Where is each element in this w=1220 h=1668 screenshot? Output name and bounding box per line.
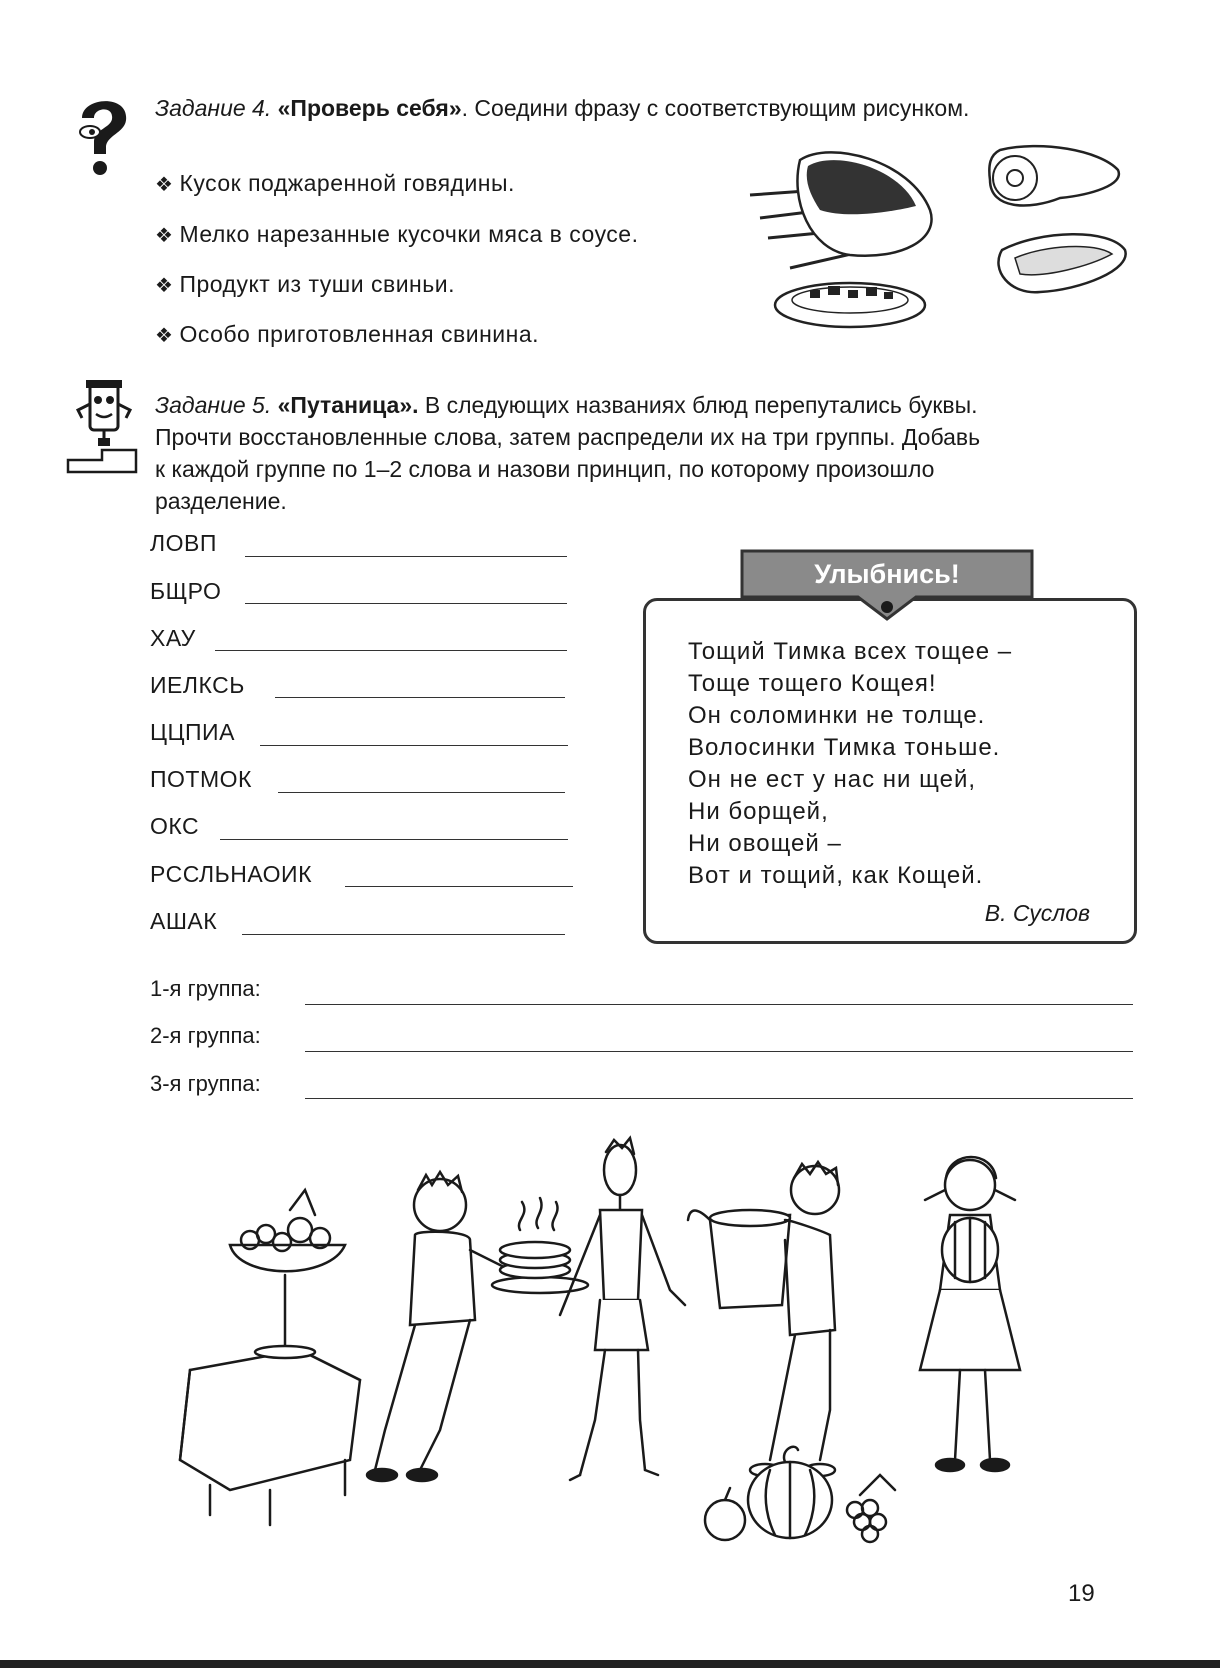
task5-instruction-l3: к каждой группе по 1–2 слова и назови принцип, по которому произошло <box>155 456 935 482</box>
task5-instruction-l1: В следующих названиях блюд перепутались буквы. <box>424 392 978 418</box>
boy-with-pancakes <box>367 1172 588 1481</box>
poem-line-2: Тоще тощего Кощея! <box>688 670 937 697</box>
poem-line-1: Тощий Тимка всех тощее – <box>688 638 1013 665</box>
group-1-label: 1-я группа: <box>150 976 261 1001</box>
steak-image <box>998 234 1125 292</box>
task5-label: Задание 5. <box>155 392 272 418</box>
scrambled-word-2: БЩРО <box>150 578 222 604</box>
poem-line-7: Ни овощей – <box>688 830 842 857</box>
phrase-3: ❖ Продукт из туши свиньи. <box>155 271 455 297</box>
group-3-line[interactable] <box>305 1098 1133 1099</box>
answer-line-4[interactable] <box>275 697 565 698</box>
phrase-4: ❖ Особо приготовленная свинина. <box>155 321 540 347</box>
scan-edge <box>0 1660 1220 1668</box>
scrambled-word-6: ПОТМОК <box>150 766 252 792</box>
scrambled-word-1: ЛОВП <box>150 530 217 556</box>
poem <box>688 636 1098 892</box>
scrambled-word-3: ХАУ <box>150 625 196 651</box>
poem-line-5: Он не ест у нас ни щей, <box>688 766 977 793</box>
task5-instruction-l4: разделение. <box>155 488 287 514</box>
boy-with-pot <box>688 1162 839 1476</box>
answer-line-3[interactable] <box>215 650 567 651</box>
poem-line-6: Ни борщей, <box>688 798 829 825</box>
question-mark-icon <box>68 88 138 178</box>
shashlik-image <box>750 152 932 268</box>
stew-plate-image <box>775 283 925 327</box>
task5-instruction-l2: Прочти восстановленные слова, затем распредели их на три группы. Добавь <box>155 424 981 450</box>
fruit-table <box>180 1190 360 1525</box>
scrambled-word-7: ОКС <box>150 813 200 839</box>
poem-line-3: Он соломинки не толще. <box>688 702 986 729</box>
bullet-diamond-icon: ❖ <box>155 174 174 196</box>
group-1-line[interactable] <box>305 1004 1133 1005</box>
ham-image <box>989 146 1119 205</box>
smile-title: Улыбнись! <box>814 559 960 589</box>
phrase-1: ❖ Кусок поджаренной говядины. <box>155 170 515 196</box>
bullet-diamond-icon: ❖ <box>155 325 174 347</box>
phrase-2: ❖ Мелко нарезанные кусочки мяса в соусе. <box>155 221 639 247</box>
answer-line-2[interactable] <box>245 603 567 604</box>
thin-boy-timka <box>560 1138 685 1480</box>
answer-line-8[interactable] <box>345 886 573 887</box>
answer-line-7[interactable] <box>220 839 568 840</box>
answer-line-1[interactable] <box>245 556 567 557</box>
poem-line-4: Волосинки Тимка тоньше. <box>688 734 1001 761</box>
scrambled-word-9: АШАК <box>150 908 218 934</box>
meat-pictures <box>740 140 1140 360</box>
children-with-food-illustration <box>170 1130 1090 1540</box>
task4-label: Задание 4. <box>155 95 272 121</box>
group-2-label: 2-я группа: <box>150 1023 261 1048</box>
scrambled-word-5: ЦЦПИА <box>150 719 235 745</box>
page-number: 19 <box>1068 1580 1095 1607</box>
task5-heading-line1 <box>155 389 1140 421</box>
poem-author: В. Суслов <box>984 900 1090 926</box>
girl-with-watermelon <box>920 1157 1020 1471</box>
group-2-line[interactable] <box>305 1051 1133 1052</box>
bullet-diamond-icon: ❖ <box>155 275 174 297</box>
poem-line-8: Вот и тощий, как Кощей. <box>688 862 984 889</box>
group-3-label: 3-я группа: <box>150 1071 261 1096</box>
scrambled-word-4: ИЕЛКСЬ <box>150 672 245 698</box>
task4-heading <box>155 92 1145 124</box>
bullet-diamond-icon: ❖ <box>155 225 174 247</box>
scrambled-word-8: РССЛЬНАОИК <box>150 861 312 887</box>
vegetables-pile <box>705 1447 895 1542</box>
answer-line-6[interactable] <box>278 792 565 793</box>
task4-title: «Проверь себя» <box>277 95 462 121</box>
puzzle-robot-icon <box>68 380 140 480</box>
task4-instruction: . Соедини фразу с соответствующим рисунком. <box>461 95 970 121</box>
task5-title: «Путаница». <box>277 392 419 418</box>
answer-line-9[interactable] <box>242 934 565 935</box>
answer-line-5[interactable] <box>260 745 568 746</box>
